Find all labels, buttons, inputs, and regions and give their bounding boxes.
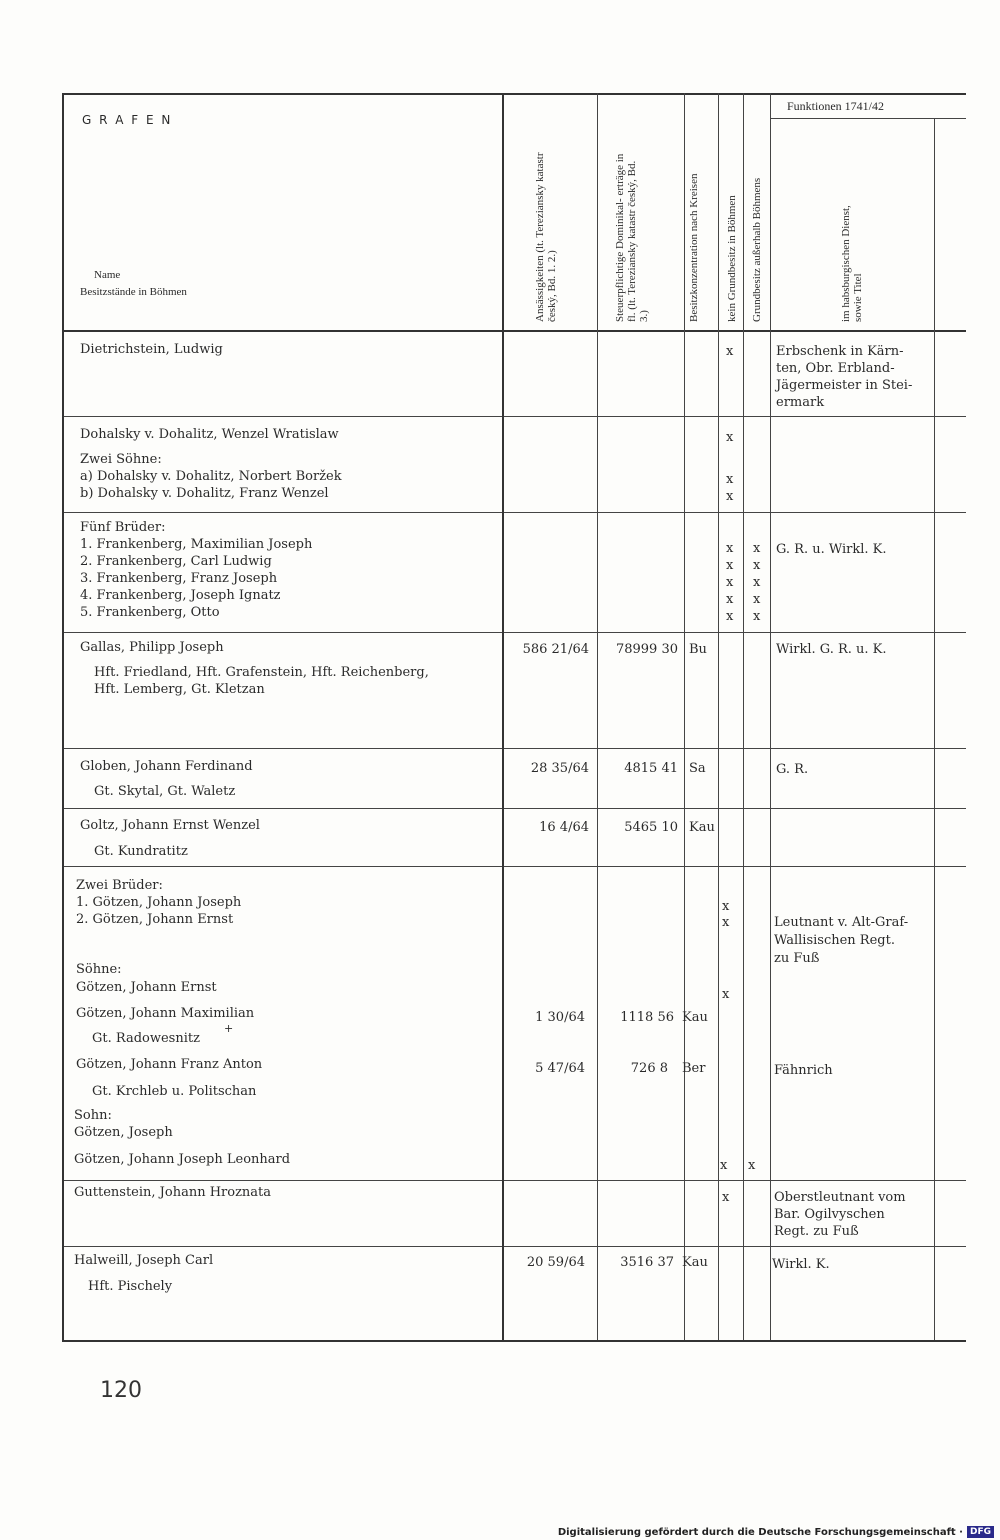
row-subheading: Sohn: xyxy=(74,1108,112,1123)
col-header-dienst: im habsburgischen Dienst, sowie Titel xyxy=(840,205,864,322)
mark-kein: x xyxy=(726,489,734,504)
mark-kein: x xyxy=(722,987,730,1002)
function-line: Oberstleutnant vom xyxy=(774,1190,906,1205)
row-name: a) Dohalsky v. Dohalitz, Norbert Boržek xyxy=(80,469,342,484)
mark-ausserhalb: x xyxy=(748,1158,756,1173)
mark-kein: x xyxy=(726,609,734,624)
name-label: Name xyxy=(94,269,121,281)
functions-title: Funktionen 1741/42 xyxy=(787,99,885,113)
value-ansassigkeiten: 5 47/64 xyxy=(535,1061,585,1076)
col-header-ansassigkeiten: Ansässigkeiten (lt. Tereziansky katastr český, Bd. 1. 2.) xyxy=(534,152,558,322)
col-header-ausserhalb: Grundbesitz außerhalb Böhmens xyxy=(751,177,763,322)
value-steuer: 3516 37 xyxy=(620,1255,674,1270)
mark-kein: x xyxy=(726,472,734,487)
function-line: zu Fuß xyxy=(774,951,820,966)
mark-ausserhalb: x xyxy=(753,541,761,556)
col-header-konzentration: Besitzkonzentration nach Kreisen xyxy=(688,173,700,322)
mark-ausserhalb: x xyxy=(753,575,761,590)
mark-ausserhalb: x xyxy=(753,558,761,573)
row-name: Halweill, Joseph Carl xyxy=(74,1253,214,1268)
row-name: Globen, Johann Ferdinand xyxy=(80,759,253,774)
col-header-kein: kein Grundbesitz in Böhmen xyxy=(726,195,738,322)
mark-kein: x xyxy=(726,592,734,607)
function-line: Wirkl. G. R. u. K. xyxy=(776,642,887,657)
function-line: ermark xyxy=(776,395,825,410)
function-line: Wirkl. K. xyxy=(772,1257,830,1272)
mark-kein: x xyxy=(726,430,734,445)
dfg-logo: DFG xyxy=(967,1526,994,1538)
row-name: 2. Götzen, Johann Ernst xyxy=(76,912,234,927)
mark-kein: x xyxy=(722,915,730,930)
row-name: 2. Frankenberg, Carl Ludwig xyxy=(80,554,272,569)
row-holdings: Gt. Kundratitz xyxy=(94,844,188,859)
function-line: G. R. u. Wirkl. K. xyxy=(776,542,887,557)
value-steuer: 78999 30 xyxy=(615,642,678,657)
function-line: Jägermeister in Stei- xyxy=(776,378,913,393)
row-holdings: Gt. Skytal, Gt. Waletz xyxy=(94,784,236,799)
section-title: G R A F E N xyxy=(82,113,173,127)
row-name: Götzen, Johann Ernst xyxy=(76,980,217,995)
value-ansassigkeiten: 20 59/64 xyxy=(526,1255,585,1270)
footer xyxy=(558,1526,994,1538)
row-name: Gallas, Philipp Joseph xyxy=(80,640,224,655)
value-kreis: Kau xyxy=(682,1255,708,1270)
function-line: Regt. zu Fuß xyxy=(774,1224,859,1239)
function-line: Leutnant v. Alt-Graf- xyxy=(774,915,909,930)
value-steuer: 1118 56 xyxy=(620,1010,674,1025)
col-header-steuer: Steuerpflichtige Dominikal- erträge in fl. (lt. Tereziansky katastr český, Bd. 3.) xyxy=(614,153,650,322)
row-holdings: Gt. Krchleb u. Politschan xyxy=(92,1084,257,1099)
row-name: 4. Frankenberg, Joseph Ignatz xyxy=(80,588,281,603)
mark-kein: x xyxy=(726,575,734,590)
row-name: Götzen, Johann Maximilian xyxy=(76,1006,255,1021)
value-kreis: Kau xyxy=(682,1010,708,1025)
row-name: Guttenstein, Johann Hroznata xyxy=(74,1185,272,1200)
mark-kein: x xyxy=(720,1158,728,1173)
row-name: Dietrichstein, Ludwig xyxy=(80,342,223,357)
footer-text: Digitalisierung gefördert durch die Deutsche Forschungsgemeinschaft · xyxy=(557,1526,963,1538)
row-name: b) Dohalsky v. Dohalitz, Franz Wenzel xyxy=(80,486,329,501)
value-kreis: Bu xyxy=(689,642,707,657)
mark-ausserhalb: x xyxy=(753,592,761,607)
value-steuer: 726 8 xyxy=(630,1061,668,1076)
function-line: ten, Obr. Erbland- xyxy=(776,361,895,376)
value-kreis: Kau xyxy=(689,820,715,835)
mark-kein: x xyxy=(726,541,734,556)
row-subheading: Söhne: xyxy=(76,962,122,977)
function-line: Bar. Ogilvyschen xyxy=(774,1207,885,1222)
value-steuer: 4815 41 xyxy=(624,761,678,776)
value-kreis: Sa xyxy=(689,761,706,776)
row-subheading: Zwei Söhne: xyxy=(80,452,162,467)
value-ansassigkeiten: 16 4/64 xyxy=(539,820,589,835)
function-line: G. R. xyxy=(776,762,809,777)
function-line: Erbschenk in Kärn- xyxy=(776,344,904,359)
row-name: Götzen, Joseph xyxy=(74,1125,173,1140)
value-steuer: 5465 10 xyxy=(624,820,678,835)
value-ansassigkeiten: 586 21/64 xyxy=(522,642,589,657)
value-kreis: Ber xyxy=(682,1061,706,1076)
mark-ausserhalb: x xyxy=(753,609,761,624)
row-name: 1. Götzen, Johann Joseph xyxy=(76,895,242,910)
function-line: Fähnrich xyxy=(774,1063,833,1078)
holdings-label: Besitzstände in Böhmen xyxy=(80,286,187,298)
plus-marker: + xyxy=(224,1022,234,1035)
row-name: Dohalsky v. Dohalitz, Wenzel Wratislaw xyxy=(80,427,339,442)
mark-kein: x xyxy=(722,1190,730,1205)
row-subheading: Fünf Brüder: xyxy=(80,520,166,535)
row-name: Götzen, Johann Joseph Leonhard xyxy=(74,1152,291,1167)
row-name: 3. Frankenberg, Franz Joseph xyxy=(80,571,278,586)
row-holdings: Gt. Radowesnitz xyxy=(92,1031,200,1046)
row-name: 5. Frankenberg, Otto xyxy=(80,605,220,620)
row-name: 1. Frankenberg, Maximilian Joseph xyxy=(80,537,313,552)
mark-kein: x xyxy=(726,344,734,359)
row-name: Götzen, Johann Franz Anton xyxy=(76,1057,263,1072)
row-holdings: Hft. Pischely xyxy=(88,1279,173,1294)
value-ansassigkeiten: 1 30/64 xyxy=(535,1010,585,1025)
row-holdings: Hft. Friedland, Hft. Grafenstein, Hft. Reichenberg, xyxy=(94,665,429,680)
row-subheading: Zwei Brüder: xyxy=(76,878,163,893)
row-holdings: Hft. Lemberg, Gt. Kletzan xyxy=(94,682,265,697)
page-number: 120 xyxy=(100,1378,142,1403)
mark-kein: x xyxy=(722,899,730,914)
function-line: Wallisischen Regt. xyxy=(774,933,895,948)
value-ansassigkeiten: 28 35/64 xyxy=(530,761,589,776)
row-name: Goltz, Johann Ernst Wenzel xyxy=(80,818,260,833)
mark-kein: x xyxy=(726,558,734,573)
